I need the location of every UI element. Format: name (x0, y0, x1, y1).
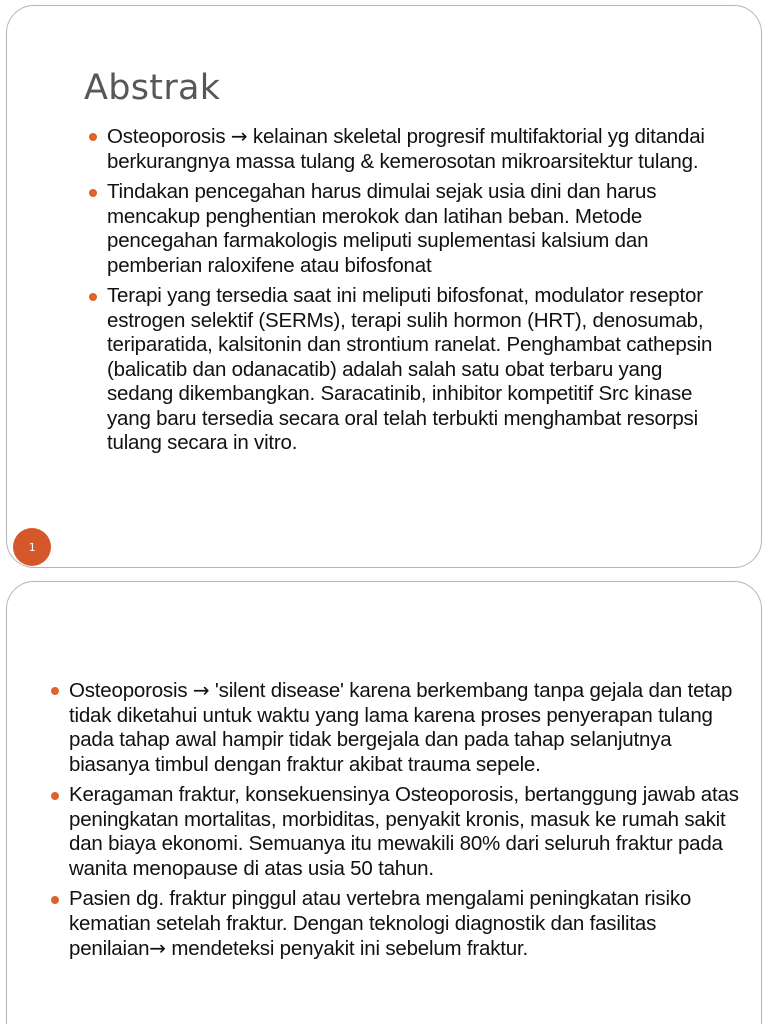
bullet-dot-icon (89, 293, 97, 301)
bullet-item (51, 783, 741, 881)
slide-2 (6, 581, 762, 1024)
bullet-text-after: 'silent disease' karena berkembang tanpa gejala dan tetap tidak diketahui untuk waktu yang lama karena proses penyerapan tulang pada tahap awal hampir tidak bergejala dan pada tahap selanjutnya biasanya timbul dengan fraktur akibat trauma sepele. (69, 679, 733, 776)
bullet-dot-icon (89, 133, 97, 141)
bullet-item (51, 678, 741, 777)
bullet-text-after: kelainan skeletal progresif multifaktorial yg ditandai berkurangnya massa tulang & kemerosotan mikroarsitektur tulang. (107, 125, 705, 173)
bullet-text: Tindakan pencegahan harus dimulai sejak usia dini dan harus mencakup penghentian merokok dan latihan beban. Metode pencegahan farmakologis meliputi suplementasi kalsium dan pemberian raloxifene atau bifosfonat (107, 180, 657, 277)
bullet-list (51, 678, 741, 968)
slide-title: Abstrak (84, 68, 221, 108)
bullet-text: Terapi yang tersedia saat ini meliputi bifosfonat, modulator reseptor estrogen selektif (SERMs), terapi sulih hormon (HRT), denosumab, teriparatida, kalsitonin dan strontium ranelat. Penghambat cathepsin (balicatib dan odanacatib) adalah salah satu obat terbaru yang sedang dikembangkan. Saracatinib, inhibitor kompetitif Src kinase yang baru tersedia secara oral telah terbukti menghambat resorpsi tulang secara in vitro. (107, 284, 713, 454)
arrow-right-icon: → (192, 678, 210, 702)
bullet-text-after: mendeteksi penyakit ini sebelum fraktur. (165, 937, 528, 960)
bullet-dot-icon (51, 896, 59, 904)
arrow-right-icon: → (230, 124, 248, 148)
bullet-text-before: Pasien dg. fraktur pinggul atau vertebra mengalami peningkatan risiko kematian setelah fraktur. Dengan teknologi diagnostik dan fasilitas penilaian (69, 887, 692, 960)
bullet-text-before: Osteoporosis (69, 679, 193, 702)
bullet-dot-icon (89, 189, 97, 197)
bullet-item (89, 180, 729, 278)
arrow-right-icon: → (149, 936, 166, 960)
page-number-badge: 1 (13, 528, 51, 566)
bullet-text: Keragaman fraktur, konsekuensinya Osteoporosis, bertanggung jawab atas peningkatan mortalitas, morbiditas, penyakit kronis, masuk ke rumah sakit dan biaya ekonomi. Semuanya itu mewakili 80% dari seluruh fraktur pada wanita menopause di atas usia 50 tahun. (69, 783, 739, 880)
bullet-item (89, 124, 729, 174)
bullet-list (89, 124, 729, 462)
bullet-text-before: Osteoporosis (107, 125, 231, 148)
bullet-item (51, 887, 741, 962)
bullet-dot-icon (51, 687, 59, 695)
slide-1 (6, 5, 762, 568)
bullet-item (89, 284, 729, 456)
bullet-dot-icon (51, 792, 59, 800)
